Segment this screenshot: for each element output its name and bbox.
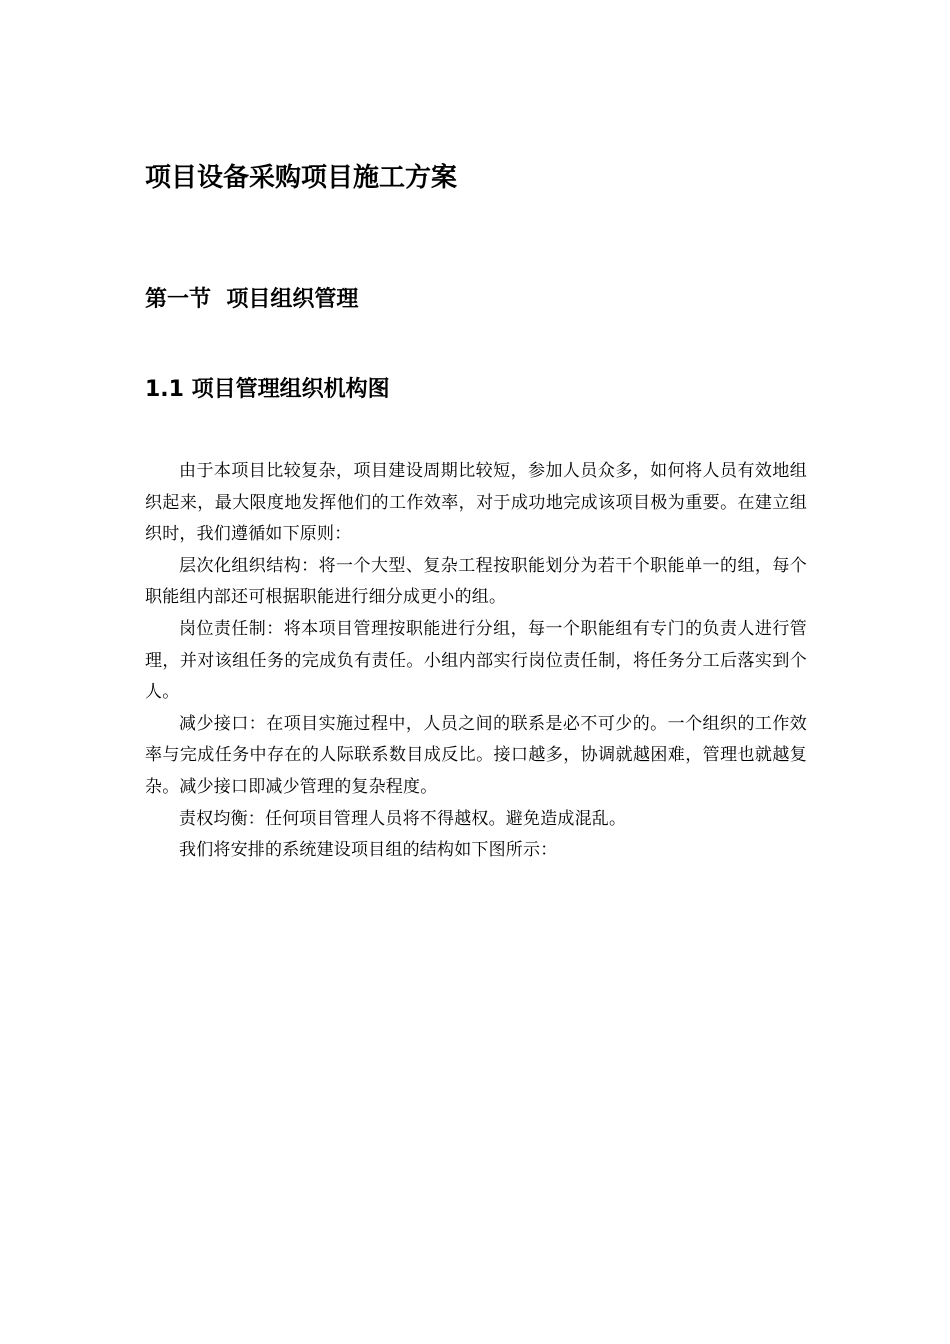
paragraph-interfaces: 减少接口：在项目实施过程中，人员之间的联系是必不可少的。一个组织的工作效率与完成任务中存在的人际联系数目成反比。接口越多，协调就越困难，管理也就越复杂。减少接口即减少管理的复杂程度。 [145, 713, 807, 797]
paragraph-responsibility: 岗位责任制：将本项目管理按职能进行分组，每一个职能组有专门的负责人进行管理，并对该组任务的完成负有责任。小组内部实行岗位责任制，将任务分工后落实到个人。 [145, 618, 807, 703]
paragraph-balance: 责权均衡：任何项目管理人员将不得越权。避免造成混乱。 [179, 808, 627, 829]
paragraph-structure-intro: 我们将安排的系统建设项目组的结构如下图所示： [179, 840, 558, 861]
subsection-heading: 1.1 项目管理组织机构图 [145, 377, 390, 402]
paragraph-intro: 由于本项目比较复杂，项目建设周期比较短，参加人员众多，如何将人员有效地组织起来，最大限度地发挥他们的工作效率，对于成功地完成该项目极为重要。在建立组织时，我们遵循如下原则： [145, 461, 807, 545]
document-title: 项目设备采购项目施工方案 [145, 163, 458, 193]
body-text [145, 456, 807, 867]
section-heading: 第一节 项目组织管理 [145, 287, 359, 312]
paragraph-hierarchy: 层次化组织结构：将一个大型、复杂工程按职能划分为若干个职能单一的组，每个职能组内部还可根据职能进行细分成更小的组。 [145, 555, 807, 608]
